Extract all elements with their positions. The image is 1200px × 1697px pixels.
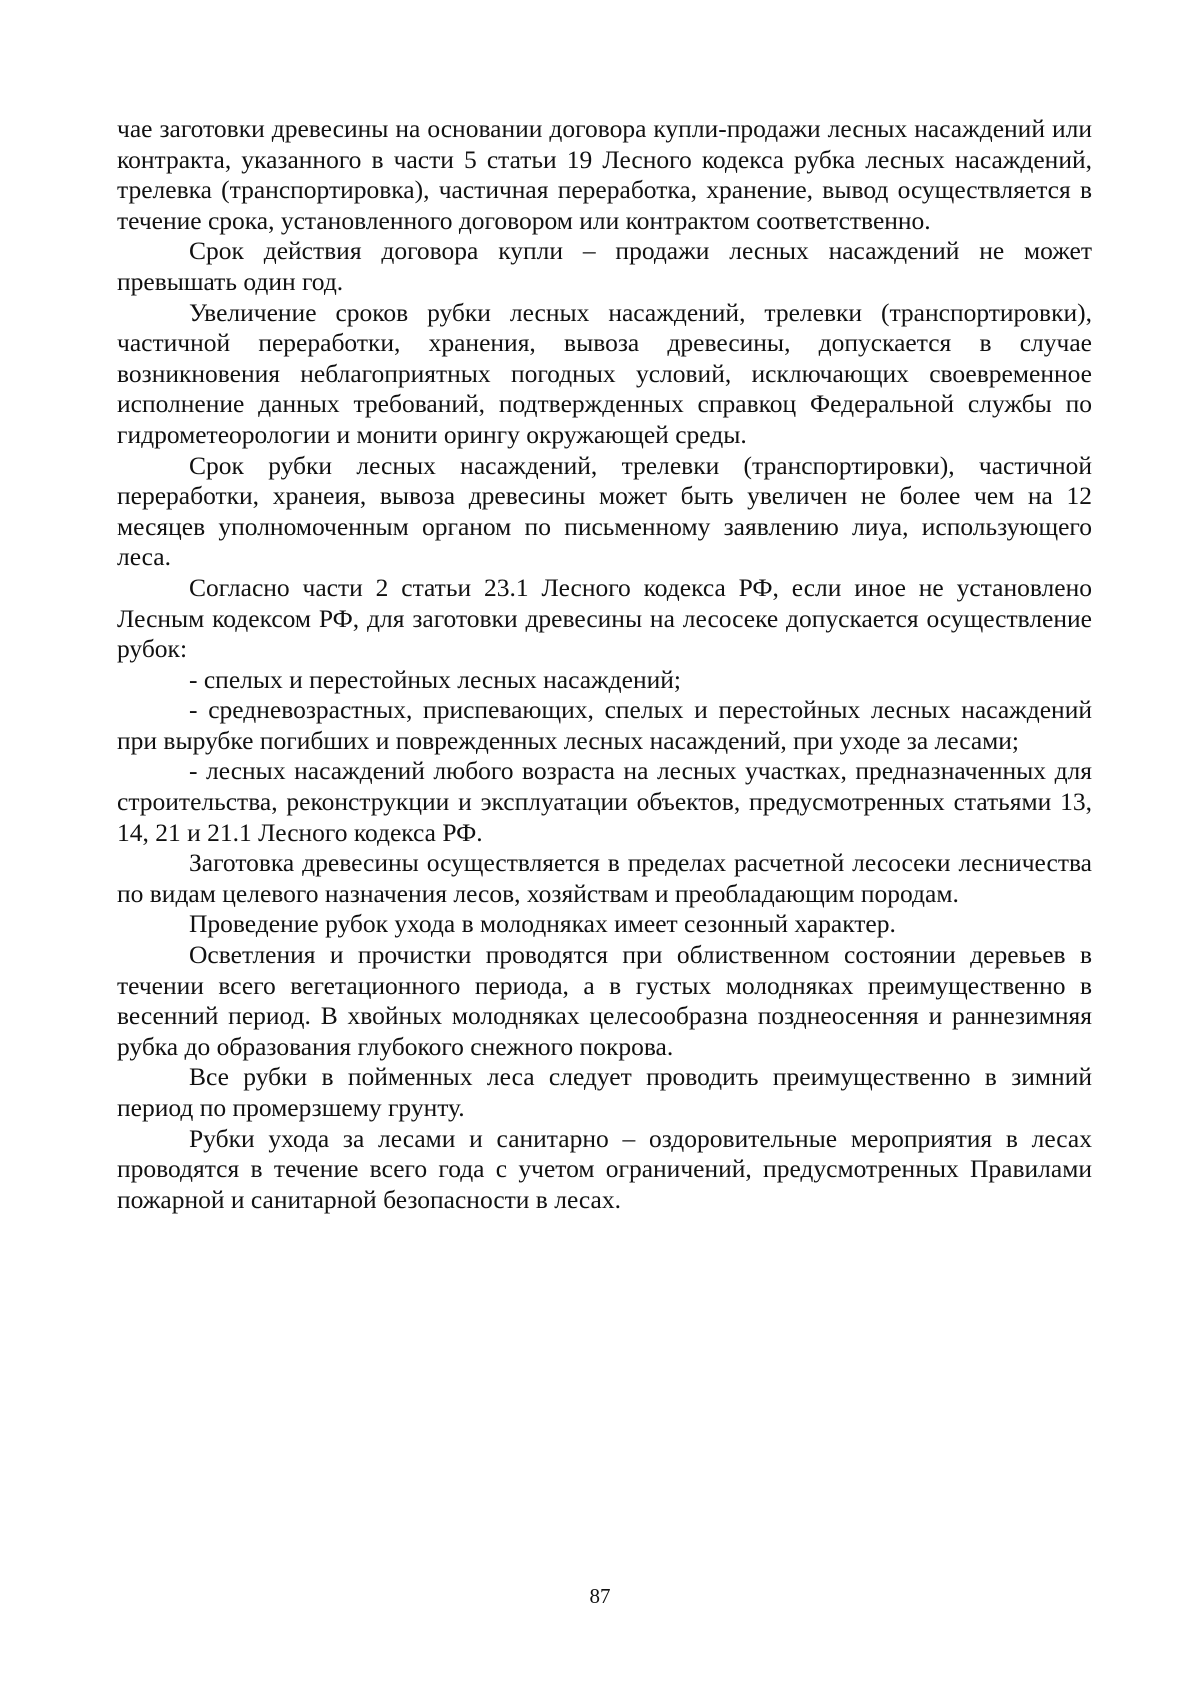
paragraph-seasonal-thinning: Проведение рубок ухода в молодняках имеет сезонный характер. <box>189 909 896 939</box>
list-item-any-age-stands: - лесных насаждений любого возраста на лесных участках, предназначенных для строительства, реконструкции и эксплуатации объектов, предусмотренных статьями 13, 14, 21 и 21.1 Лесного кодекса РФ. <box>117 756 1092 847</box>
list-item-mature-stands: - спелых и перестойных лесных насаждений; <box>189 664 681 694</box>
page-number: 87 <box>589 1584 611 1608</box>
body-text <box>117 114 1092 1215</box>
paragraph-contract-term: Срок действия договора купли – продажи лесных насаждений не может превышать один год. <box>117 236 1092 296</box>
paragraph-article-reference: Согласно части 2 статьи 23.1 Лесного кодекса РФ, если иное не установлено Лесным кодексом РФ, для заготовки древесины на лесосеке допускается осуществление рубок: <box>117 572 1092 664</box>
paragraph-continuation: чае заготовки древесины на основании договора купли-продажи лесных насаждений или контракта, указанного в части 5 статьи 19 Лесного кодекса рубка лесных насаждений, трелевка (транспортировка), частичная переработка, хранение, вывод осуществляется в течение срока, установленного договором или контрактом соответственно. <box>117 114 1092 235</box>
list-item-middle-aged-stands: - средневозрастных, приспевающих, спелых и перестойных лесных насаждений при вырубке погибших и поврежденных лесных насаждений, при уходе за лесами; <box>117 695 1092 755</box>
paragraph-clearing-cleaning: Осветления и прочистки проводятся при облиственном состоянии деревьев в течении всего вегетационного периода, а в густых молодняках преимущественно в весенний период. В хвойных молодняках целесообразна позднеосенняя и раннезимняя рубка до образования глубокого снежного покрова. <box>117 940 1092 1061</box>
paragraph-term-extension: Увеличение сроков рубки лесных насаждений, трелевки (транспортировки), частичной переработки, хранения, вывоза древесины, допускается в случае возникновения неблагоприятных погодных условий, исключающих своевременное исполнение данных требований, подтвержденных справкоц Федеральной службы по гидрометеорологии и монити орингу окружающей среды. <box>117 297 1092 449</box>
paragraph-extension-limit: Срок рубки лесных насаждений, трелевки (транспортировки), частичной переработки, хранеия, вывоза древесины может быть увеличен не более чем на 12 месяцев уполномоченным органом по письменному заявлению лиуа, использующего леса. <box>117 450 1092 572</box>
paragraph-harvest-limits: Заготовка древесины осуществляется в пределах расчетной лесосеки лесничества по видам целевого назначения лесов, хозяйствам и преобладающим породам. <box>117 848 1092 908</box>
paragraph-floodplain-cutting: Все рубки в пойменных леса следует проводить преимущественно в зимний период по промерзшему грунту. <box>117 1062 1092 1122</box>
paragraph-sanitary-measures: Рубки ухода за лесами и санитарно – оздоровительные мероприятия в лесах проводятся в течение всего года с учетом ограничений, предусмотренных Правилами пожарной и санитарной безопасности в лесах. <box>117 1123 1092 1214</box>
